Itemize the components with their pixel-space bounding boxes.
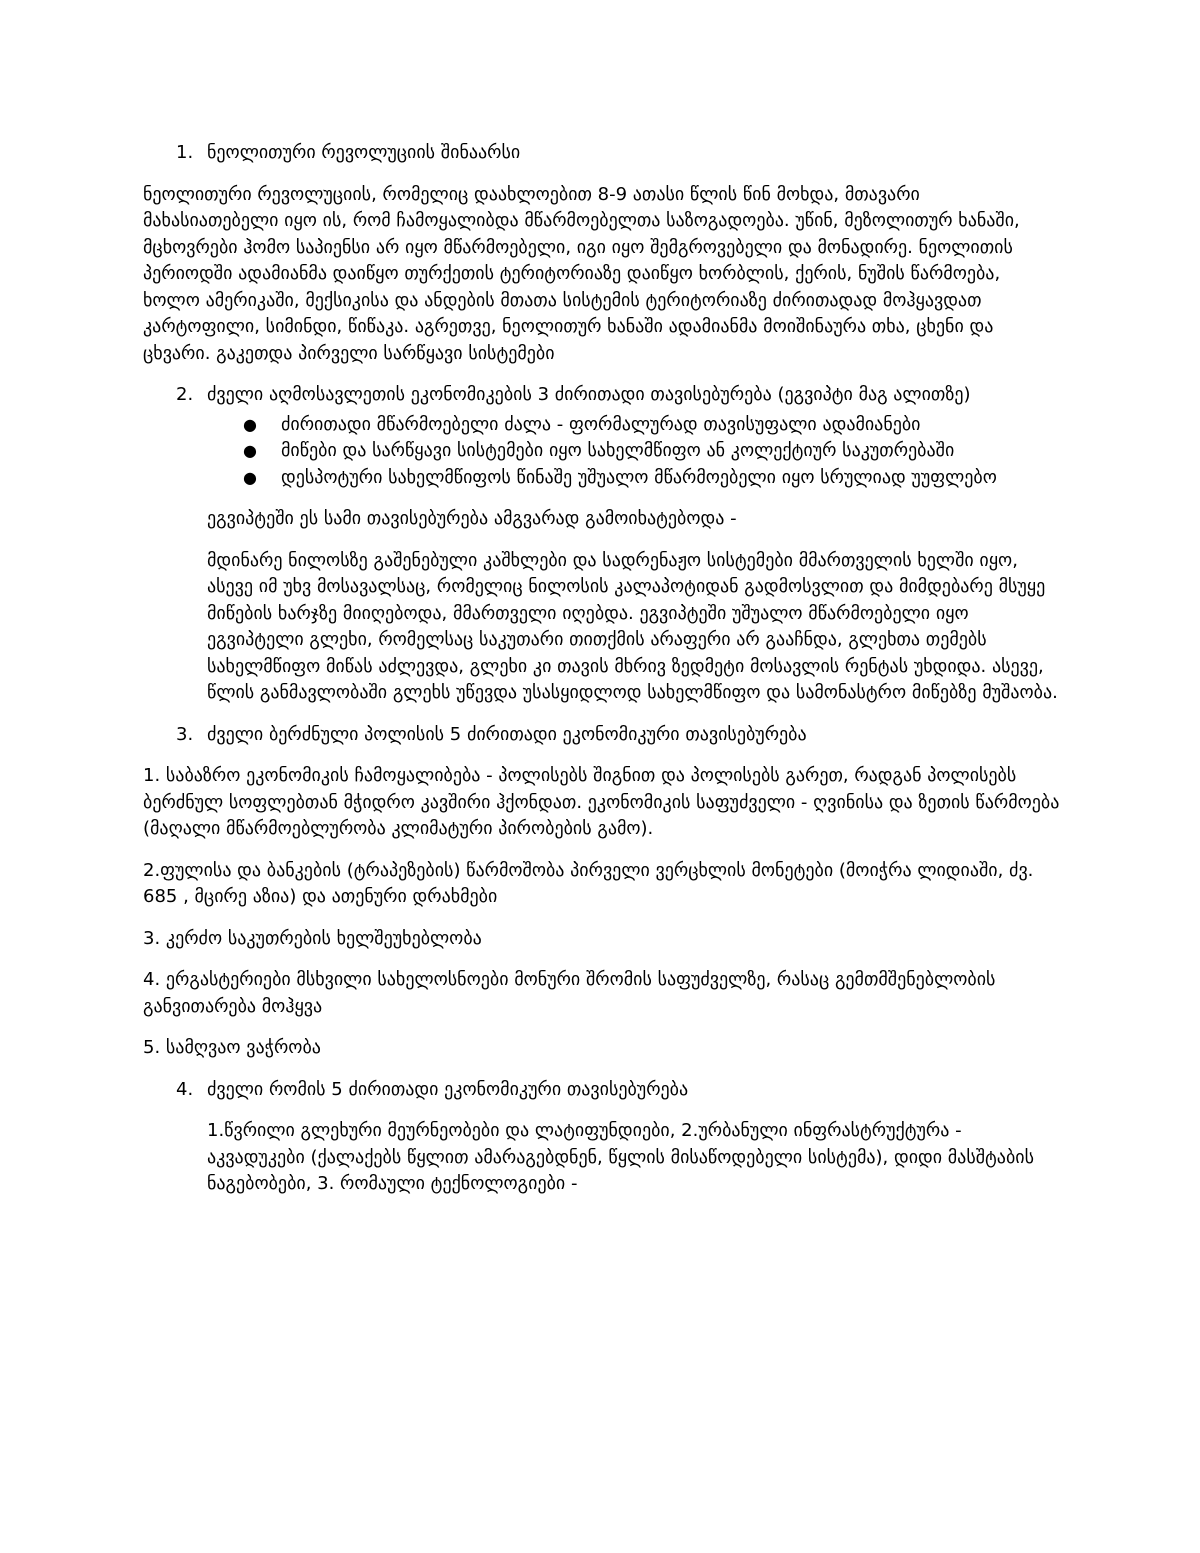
section-4-paragraph: 1.წვრილი გლეხური მეურნეობები და ლატიფუნდიები, 2.ურბანული ინფრასტრუქტურა - აკვადუკები (ქალაქებს წყლით ამარაგებდნენ, წყლის მისაწოდებელი სისტემა), დიდი მასშტაბის ნაგებობები, 3. რომაული ტექნოლოგიები - <box>207 1120 1034 1194</box>
section-3-title: ძველი ბერძნული პოლისის 5 ძირითადი ეკონომიკური თავისებურება <box>207 723 807 745</box>
bullet-dot-icon: ● <box>243 441 257 460</box>
section-1-title: ნეოლითური რევოლუციის შინაარსი <box>207 142 521 163</box>
bullet-item <box>243 412 1060 439</box>
section-3-item-5: 5. სამღვაო ვაჭრობა <box>143 1037 321 1058</box>
bullet-text: დესპოტური სახელმწიფოს წინაშე უშუალო მწარმოებელი იყო სრულიად უუფლებო <box>281 466 997 488</box>
section-2-number: 2. <box>176 384 194 405</box>
bullet-item <box>243 465 1060 492</box>
section-1-number: 1. <box>176 142 194 163</box>
section-3-item-4: 4. ერგასტერიები მსხვილი სახელოსნოები მონური შრომის საფუძველზე, რასაც გემთმშენებლობის განვითარება მოჰყვა <box>143 969 996 1017</box>
section-3-number: 3. <box>176 723 194 745</box>
section-3-item-3: 3. კერძო საკუთრების ხელშეუხებლობა <box>143 927 482 949</box>
bullet-text: ძირითადი მწარმოებელი ძალა - ფორმალურად თავისუფალი ადამიანები <box>281 413 921 435</box>
bullet-text: მიწები და სარწყავი სისტემები იყო სახელმწიფო ან კოლექტიურ საკუთრებაში <box>281 440 955 461</box>
section-4-title: ძველი რომის 5 ძირითადი ეკონომიკური თავისებურება <box>207 1078 689 1100</box>
section-3-item-1: 1. საბაზრო ეკონომიკის ჩამოყალიბება - პოლისებს შიგნით და პოლისებს გარეთ, რადგან პოლისებს ბერძნულ სოფლებთან მჭიდრო კავშირი ჰქონდათ. ეკონომიკის საფუძველი - ღვინისა და ზეთის წარმოება (მაღალი მწარმოებლურობა კლიმატური პირობების გამო). <box>143 765 1060 839</box>
bullet-dot-icon: ● <box>243 467 257 487</box>
section-2-heading <box>176 382 1060 409</box>
section-3-item-2: 2.ფულისა და ბანკების (ტრაპეზების) წარმოშობა პირველი ვერცხლის მონეტები (მოიჭრა ლიდიაში, ძვ. 685 , მცირე აზია) და ათენური დრახმები <box>143 859 1034 907</box>
section-1-heading <box>176 140 1060 167</box>
section-4-heading <box>176 1077 1060 1104</box>
bullet-item <box>243 438 1060 465</box>
section-2-paragraph: მდინარე ნილოსზე გაშენებული კაშხლები და სადრენაჟო სისტემები მმართველის ხელში იყო, ასევე იმ უხვ მოსავალსაც, რომელიც ნილოსის კალაპოტიდან გადმოსვლით და მიმდებარე მსუყე მიწების ხარჯზე მიიღებოდა, მმართველი იღებდა. ეგვიპტეში უშუალო მწარმოებელი იყო ეგვიპტელი გლეხი, რომელსაც საკუთარი თითქმის არაფერი არ გააჩნდა, გლეხთა თემებს სახელმწიფო მიწას აძლევდა, გლეხი კი თავის მხრივ ზედმეტი მოსავლის რენტას უხდიდა. ასევე, წლის განმავლობაში გლეხს უწევდა უსასყიდლოდ სახელმწიფო და სამონასტრო მიწებზე მუშაობა. <box>207 549 1058 703</box>
section-1-paragraph: ნეოლითური რევოლუციის, რომელიც დაახლოებით 8-9 ათასი წლის წინ მოხდა, მთავარი მახასიათებელი იყო ის, რომ ჩამოყალიბდა მწარმოებელთა საზოგადოება. უწინ, მეზოლითურ ხანაში, მცხოვრები ჰომო საპიენსი არ იყო მწარმოებელი, იგი იყო შემგროვებელი და მონადირე. ნეოლითის პერიოდში ადამიანმა დაიწყო თურქეთის ტერიტორიაზე დაიწყო ხორბლის, ქერის, ნუშის წარმოება, ხოლო ამერიკაში, მექსიკისა და ანდების მთათა სისტემის ტერიტორიაზე ძირითადად მოჰყავდათ კარტოფილი, სიმინდი, წიწაკა. აგრეთვე, ნეოლითურ ხანაში ადამიანმა მოიშინაურა თხა, ცხენი და ცხვარი. გაკეთდა პირველი სარწყავი სისტემები <box>143 183 1020 364</box>
section-3-heading <box>176 722 1060 749</box>
section-2-title: ძველი აღმოსავლეთის ეკონომიკების 3 ძირითადი თავისებურება (ეგვიპტი მაგ ალითზე) <box>207 384 971 405</box>
section-2-bullet-list <box>143 412 1060 492</box>
section-4-number: 4. <box>176 1078 194 1100</box>
bullet-dot-icon: ● <box>243 414 257 434</box>
section-2-intro: ეგვიპტეში ეს სამი თავისებურება ამგვარად გამოიხატებოდა - <box>207 508 737 529</box>
